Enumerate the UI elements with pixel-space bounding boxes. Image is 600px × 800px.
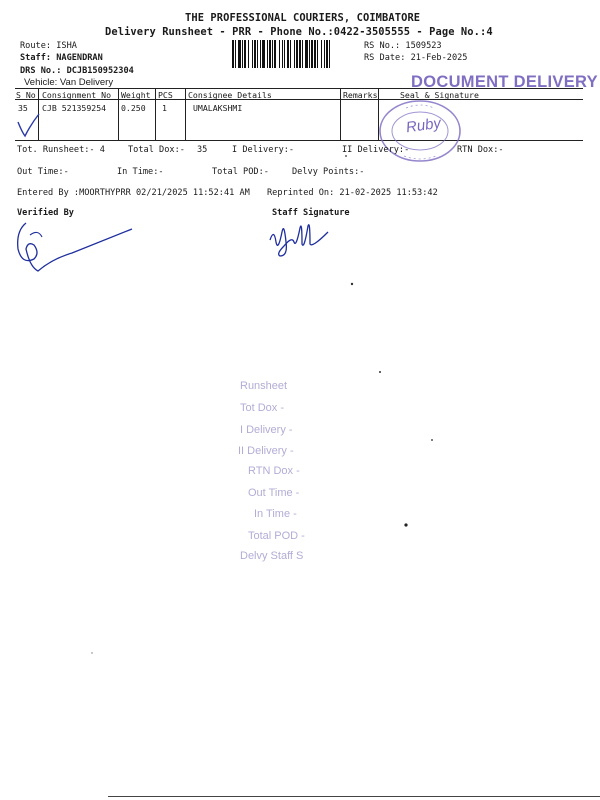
document-delivery-stamp: DOCUMENT DELIVERY bbox=[411, 73, 598, 91]
total-pod: Total POD:- bbox=[212, 167, 269, 177]
delvy-points: Delvy Points:- bbox=[292, 167, 365, 177]
staff-signature-label: Staff Signature bbox=[272, 208, 350, 218]
cell-sno: 35 bbox=[18, 103, 28, 113]
bleed-line: Total POD - bbox=[248, 530, 305, 542]
rs-number: RS No.: 1509523 bbox=[364, 41, 442, 51]
th-consignment: Consignment No bbox=[42, 90, 112, 100]
th-consignee: Consignee Details bbox=[188, 90, 272, 100]
company-title: THE PROFESSIONAL COURIERS, COIMBATORE bbox=[185, 12, 421, 24]
cell-weight: 0.250 bbox=[121, 103, 146, 113]
bleed-line: Tot Dox - bbox=[240, 402, 285, 414]
th-pcs: PCS bbox=[158, 90, 173, 100]
staff: Staff: NAGENDRAN bbox=[20, 53, 103, 63]
bleed-line: Delvy Staff S bbox=[240, 550, 304, 562]
vehicle: Vehicle: Van Delivery bbox=[24, 77, 114, 88]
bleed-line: Out Time - bbox=[248, 487, 300, 499]
total-dox-label: Total Dox:- bbox=[128, 145, 185, 155]
cell-pcs: 1 bbox=[162, 103, 167, 113]
i-delivery: I Delivery:- bbox=[232, 145, 295, 155]
out-time: Out Time:- bbox=[17, 167, 69, 177]
th-remarks: Remarks bbox=[343, 90, 378, 100]
bleed-line: I Delivery - bbox=[240, 424, 293, 436]
in-time: In Time:- bbox=[117, 167, 164, 177]
ii-delivery: II Delivery:- bbox=[342, 145, 410, 155]
runsheet-subtitle: Delivery Runsheet - PRR - Phone No.:0422-3505555 - Page No.:4 bbox=[105, 26, 493, 38]
th-sno: S No bbox=[16, 90, 36, 100]
tot-runsheet: Tot. Runsheet:- 4 bbox=[17, 145, 105, 155]
route: Route: ISHA bbox=[20, 41, 77, 51]
reprinted-on: Reprinted On: 21-02-2025 11:53:42 bbox=[267, 188, 438, 198]
rs-date: RS Date: 21-Feb-2025 bbox=[364, 53, 468, 63]
bleed-line: II Delivery - bbox=[238, 445, 294, 457]
cell-consignment: CJB 521359254 bbox=[42, 103, 107, 113]
total-dox-value: 35 bbox=[197, 145, 208, 155]
stamp-handwritten-name: Ruby bbox=[404, 114, 443, 137]
bleed-line: RTN Dox - bbox=[248, 465, 300, 477]
bleed-line: In Time - bbox=[254, 508, 297, 520]
cell-consignee: UMALAKSHMI bbox=[193, 103, 243, 113]
entered-by: Entered By :MOORTHYPRR 02/21/2025 11:52:41 AM bbox=[17, 188, 250, 198]
th-weight: Weight bbox=[121, 90, 151, 100]
th-seal: Seal & Signature bbox=[400, 90, 479, 100]
drs-number: DRS No.: DCJB150952304 bbox=[20, 66, 134, 76]
rtn-dox: RTN Dox:- bbox=[457, 145, 504, 155]
verified-by-label: Verified By bbox=[17, 208, 74, 218]
bleed-line: Runsheet bbox=[240, 380, 288, 392]
page-bottom-edge bbox=[108, 796, 600, 797]
